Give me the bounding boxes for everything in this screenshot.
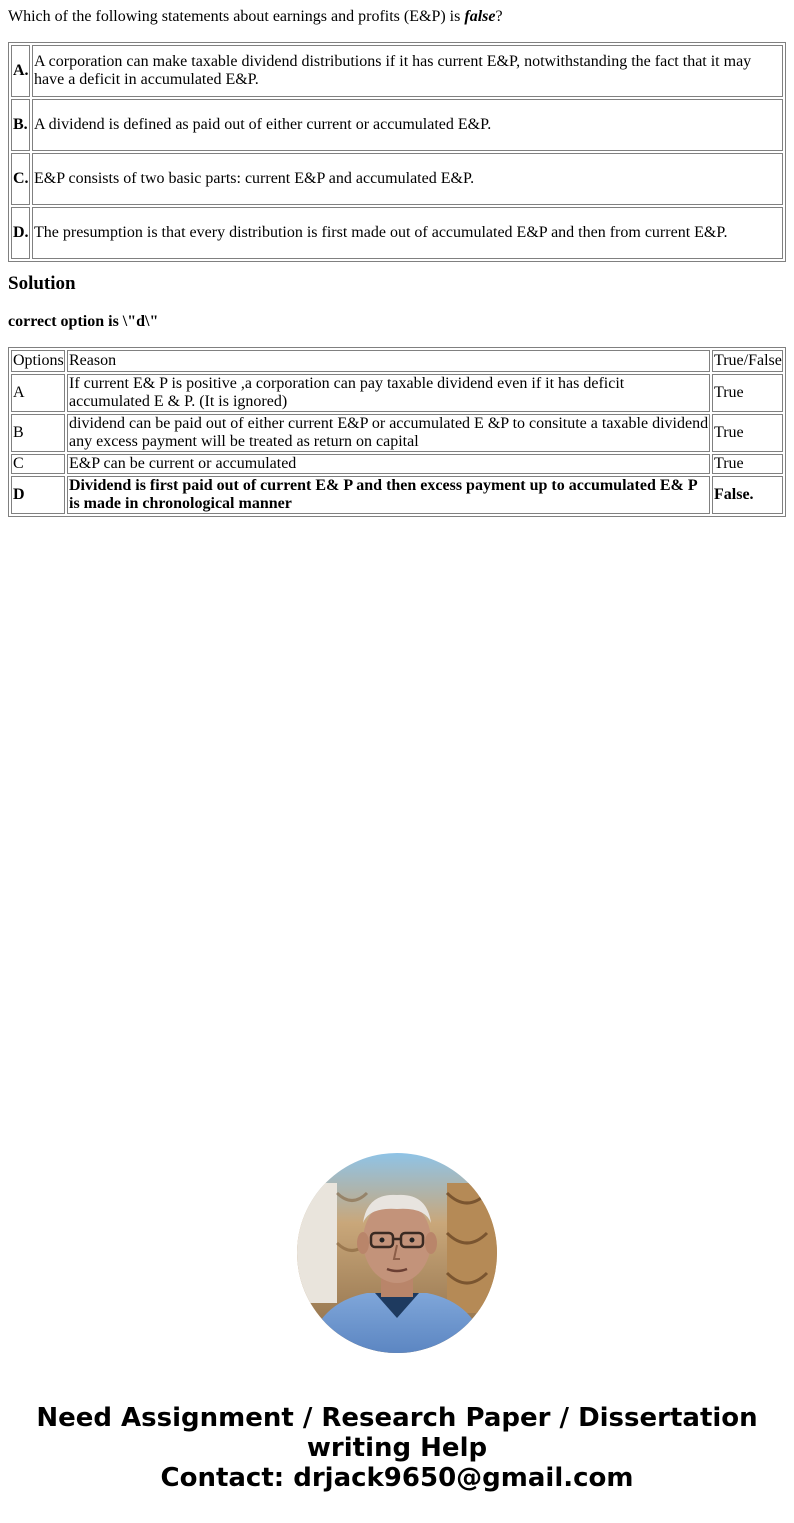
option-label: D. xyxy=(11,207,30,259)
avatar-photo xyxy=(297,1153,497,1353)
table-row xyxy=(11,414,783,452)
table-row xyxy=(11,374,783,412)
row-verdict: True xyxy=(712,454,783,474)
row-option: B xyxy=(11,414,65,452)
option-row[interactable] xyxy=(11,99,783,151)
option-text: A corporation can make taxable dividend distributions if it has current E&P, notwithstanding the fact that it may have a deficit in accumulated E&P. xyxy=(32,45,783,97)
header-verdict: True/False xyxy=(712,350,783,372)
option-text: E&P consists of two basic parts: current E&P and accumulated E&P. xyxy=(32,153,783,205)
solution-table xyxy=(8,347,786,517)
table-row xyxy=(11,454,783,474)
row-verdict: True xyxy=(712,374,783,412)
promo-line-1: Need Assignment / Research Paper / Dissertation xyxy=(36,1403,758,1433)
question-suffix: ? xyxy=(495,8,503,25)
row-reason: dividend can be paid out of either current E&P or accumulated E &P to consitute a taxable dividend any excess payment will be treated as return on capital xyxy=(69,415,709,450)
question-emphasis: false xyxy=(464,8,496,25)
row-option: C xyxy=(11,454,65,474)
promo-line-2: writing Help xyxy=(306,1433,488,1463)
row-reason: Dividend is first paid out of current E& P and then excess payment up to accumulated E& P is made in chronological manner xyxy=(67,476,710,514)
table-row xyxy=(11,476,783,514)
promo-banner xyxy=(0,1403,794,1493)
row-reason: If current E& P is positive ,a corporation can pay taxable dividend even if it has deficit accumulated E & P. (It is ignored) xyxy=(67,374,710,412)
options-table xyxy=(8,42,786,262)
correct-answer: correct option is \"d\" xyxy=(8,313,159,330)
row-verdict: False. xyxy=(712,476,783,514)
question-text xyxy=(8,7,503,26)
option-label: B. xyxy=(11,99,30,151)
promo-contact[interactable]: Contact: drjack9650@gmail.com xyxy=(160,1463,634,1493)
solution-heading: Solution xyxy=(8,273,76,294)
option-label: A. xyxy=(11,45,30,97)
option-row[interactable] xyxy=(11,207,783,259)
avatar xyxy=(297,1153,497,1353)
question-prefix: Which of the following statements about earnings and profits (E&P) is xyxy=(8,8,465,25)
row-reason: E&P can be current or accumulated xyxy=(67,454,710,474)
header-reason: Reason xyxy=(67,350,710,372)
row-option: A xyxy=(11,374,65,412)
header-options: Options xyxy=(11,350,65,372)
option-row[interactable] xyxy=(11,153,783,205)
table-header-row xyxy=(11,350,783,372)
option-text: A dividend is defined as paid out of either current or accumulated E&P. xyxy=(32,99,783,151)
row-option: D xyxy=(11,476,65,514)
row-verdict: True xyxy=(712,414,783,452)
option-row[interactable] xyxy=(11,45,783,97)
option-text: The presumption is that every distribution is first made out of accumulated E&P and then from current E&P. xyxy=(32,207,783,259)
option-label: C. xyxy=(11,153,30,205)
